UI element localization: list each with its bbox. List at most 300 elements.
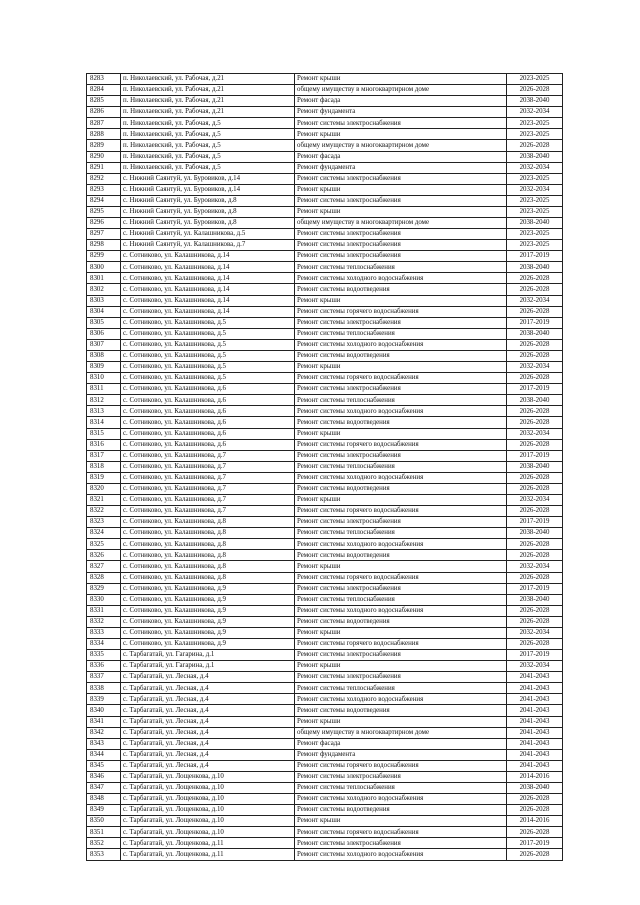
table-row (87, 816, 563, 827)
address-cell: с. Тарбагатай, ул. Лесная, д.4 (121, 694, 295, 705)
address-cell: с. Сотниково, ул. Калашникова, д.9 (121, 594, 295, 605)
period-cell: 2032-2034 (507, 561, 563, 572)
address-cell: с. Сотниково, ул. Калашникова, д.5 (121, 350, 295, 361)
row-number: 8289 (87, 140, 121, 151)
table-row (87, 173, 563, 184)
row-number: 8344 (87, 749, 121, 760)
row-number: 8308 (87, 350, 121, 361)
table-row (87, 251, 563, 262)
table-row (87, 783, 563, 794)
address-cell: с. Тарбагатай, ул. Лесная, д.4 (121, 683, 295, 694)
table-row (87, 206, 563, 217)
row-number: 8307 (87, 339, 121, 350)
work-type-cell: общему имуществу в многоквартирном доме (295, 727, 507, 738)
address-cell: с. Тарбагатай, ул. Лощенкова, д.10 (121, 794, 295, 805)
period-cell: 2026-2028 (507, 805, 563, 816)
period-cell: 2026-2028 (507, 472, 563, 483)
work-type-cell: Ремонт крыши (295, 716, 507, 727)
work-type-cell: Ремонт системы водоотведения (295, 284, 507, 295)
address-cell: п. Николаевский, ул. Рабочая, д.21 (121, 107, 295, 118)
row-number: 8335 (87, 650, 121, 661)
period-cell: 2041-2043 (507, 716, 563, 727)
table-row (87, 218, 563, 229)
row-number: 8347 (87, 783, 121, 794)
work-type-cell: Ремонт системы горячего водоснабжения (295, 506, 507, 517)
work-type-cell: Ремонт фундамента (295, 162, 507, 173)
address-cell: с. Сотниково, ул. Калашникова, д.6 (121, 395, 295, 406)
work-type-cell: Ремонт системы холодного водоснабжения (295, 273, 507, 284)
row-number: 8326 (87, 550, 121, 561)
table-row (87, 627, 563, 638)
period-cell: 2014-2016 (507, 771, 563, 782)
address-cell: п. Николаевский, ул. Рабочая, д.21 (121, 96, 295, 107)
table-row (87, 306, 563, 317)
address-cell: с. Сотниково, ул. Калашникова, д.7 (121, 506, 295, 517)
row-number: 8342 (87, 727, 121, 738)
row-number: 8312 (87, 395, 121, 406)
work-type-cell: Ремонт системы водоотведения (295, 616, 507, 627)
work-type-cell: Ремонт системы электроснабжения (295, 229, 507, 240)
period-cell: 2026-2028 (507, 616, 563, 627)
work-type-cell: Ремонт системы горячего водоснабжения (295, 439, 507, 450)
row-number: 8350 (87, 816, 121, 827)
period-cell: 2014-2016 (507, 816, 563, 827)
work-type-cell: Ремонт системы электроснабжения (295, 672, 507, 683)
table-row (87, 650, 563, 661)
table-row (87, 794, 563, 805)
table-row (87, 583, 563, 594)
row-number: 8295 (87, 206, 121, 217)
table-row (87, 506, 563, 517)
address-cell: с. Тарбагатай, ул. Лесная, д.4 (121, 738, 295, 749)
row-number: 8287 (87, 118, 121, 129)
address-cell: с. Сотниково, ул. Калашникова, д.9 (121, 583, 295, 594)
period-cell: 2041-2043 (507, 672, 563, 683)
table-row (87, 517, 563, 528)
period-cell: 2026-2028 (507, 550, 563, 561)
period-cell: 2023-2025 (507, 74, 563, 85)
work-type-cell: Ремонт системы горячего водоснабжения (295, 760, 507, 771)
address-cell: с. Сотниково, ул. Калашникова, д.14 (121, 295, 295, 306)
table-row (87, 295, 563, 306)
row-number: 8303 (87, 295, 121, 306)
period-cell: 2026-2028 (507, 273, 563, 284)
address-cell: с. Сотниково, ул. Калашникова, д.6 (121, 384, 295, 395)
period-cell: 2041-2043 (507, 760, 563, 771)
table-row (87, 328, 563, 339)
row-number: 8316 (87, 439, 121, 450)
period-cell: 2026-2028 (507, 605, 563, 616)
work-type-cell: Ремонт системы теплоснабжения (295, 461, 507, 472)
period-cell: 2038-2040 (507, 461, 563, 472)
period-cell: 2032-2034 (507, 295, 563, 306)
work-type-cell: Ремонт системы электроснабжения (295, 173, 507, 184)
address-cell: с. Сотниково, ул. Калашникова, д.5 (121, 362, 295, 373)
period-cell: 2023-2025 (507, 240, 563, 251)
address-cell: с. Сотниково, ул. Калашникова, д.9 (121, 605, 295, 616)
period-cell: 2026-2028 (507, 417, 563, 428)
address-cell: с. Тарбагатай, ул. Лощенкова, д.11 (121, 849, 295, 860)
repair-schedule-table (86, 73, 563, 861)
period-cell: 2038-2040 (507, 96, 563, 107)
address-cell: с. Тарбагатай, ул. Лощенкова, д.10 (121, 805, 295, 816)
table-row (87, 74, 563, 85)
row-number: 8318 (87, 461, 121, 472)
work-type-cell: Ремонт системы горячего водоснабжения (295, 306, 507, 317)
work-type-cell: Ремонт системы электроснабжения (295, 118, 507, 129)
table-row (87, 550, 563, 561)
row-number: 8332 (87, 616, 121, 627)
period-cell: 2032-2034 (507, 362, 563, 373)
work-type-cell: Ремонт системы теплоснабжения (295, 528, 507, 539)
address-cell: с. Сотниково, ул. Калашникова, д.8 (121, 550, 295, 561)
table-row (87, 572, 563, 583)
address-cell: с. Сотниково, ул. Калашникова, д.8 (121, 528, 295, 539)
work-type-cell: Ремонт системы теплоснабжения (295, 594, 507, 605)
row-number: 8311 (87, 384, 121, 395)
table-row (87, 805, 563, 816)
work-type-cell: Ремонт крыши (295, 295, 507, 306)
row-number: 8348 (87, 794, 121, 805)
table-row (87, 406, 563, 417)
address-cell: п. Николаевский, ул. Рабочая, д.5 (121, 162, 295, 173)
address-cell: с. Сотниково, ул. Калашникова, д.7 (121, 450, 295, 461)
table-row (87, 384, 563, 395)
row-number: 8319 (87, 472, 121, 483)
address-cell: с. Сотниково, ул. Калашникова, д.5 (121, 373, 295, 384)
address-cell: с. Сотниково, ул. Калашникова, д.7 (121, 483, 295, 494)
table-row (87, 561, 563, 572)
row-number: 8294 (87, 195, 121, 206)
table-row (87, 162, 563, 173)
address-cell: с. Нижний Саянтуй, ул. Калашникова, д.7 (121, 240, 295, 251)
address-cell: с. Сотниково, ул. Калашникова, д.14 (121, 262, 295, 273)
row-number: 8346 (87, 771, 121, 782)
row-number: 8298 (87, 240, 121, 251)
period-cell: 2038-2040 (507, 783, 563, 794)
address-cell: с. Тарбагатай, ул. Лощенкова, д.10 (121, 771, 295, 782)
row-number: 8317 (87, 450, 121, 461)
period-cell: 2032-2034 (507, 661, 563, 672)
table-row (87, 705, 563, 716)
address-cell: с. Нижний Саянтуй, ул. Буровиков, д.14 (121, 184, 295, 195)
address-cell: с. Сотниково, ул. Калашникова, д.8 (121, 539, 295, 550)
work-type-cell: Ремонт системы холодного водоснабжения (295, 694, 507, 705)
table-body (87, 74, 563, 861)
period-cell: 2041-2043 (507, 749, 563, 760)
address-cell: с. Тарбагатай, ул. Гагарина, д.1 (121, 650, 295, 661)
address-cell: с. Нижний Саянтуй, ул. Буровиков, д.14 (121, 173, 295, 184)
table-row (87, 262, 563, 273)
row-number: 8313 (87, 406, 121, 417)
period-cell: 2041-2043 (507, 694, 563, 705)
row-number: 8341 (87, 716, 121, 727)
table-row (87, 118, 563, 129)
address-cell: с. Сотниково, ул. Калашникова, д.9 (121, 616, 295, 627)
address-cell: с. Сотниково, ул. Калашникова, д.6 (121, 439, 295, 450)
work-type-cell: Ремонт крыши (295, 74, 507, 85)
period-cell: 2026-2028 (507, 506, 563, 517)
row-number: 8314 (87, 417, 121, 428)
table-row (87, 749, 563, 760)
work-type-cell: Ремонт крыши (295, 129, 507, 140)
period-cell: 2023-2025 (507, 129, 563, 140)
row-number: 8293 (87, 184, 121, 195)
address-cell: с. Сотниково, ул. Калашникова, д.14 (121, 273, 295, 284)
work-type-cell: Ремонт системы водоотведения (295, 483, 507, 494)
table-row (87, 672, 563, 683)
work-type-cell: Ремонт системы горячего водоснабжения (295, 638, 507, 649)
period-cell: 2026-2028 (507, 339, 563, 350)
row-number: 8310 (87, 373, 121, 384)
period-cell: 2017-2019 (507, 384, 563, 395)
work-type-cell: Ремонт фасада (295, 738, 507, 749)
table-row (87, 661, 563, 672)
work-type-cell: Ремонт крыши (295, 206, 507, 217)
work-type-cell: Ремонт системы электроснабжения (295, 771, 507, 782)
table-row (87, 439, 563, 450)
period-cell: 2032-2034 (507, 627, 563, 638)
address-cell: с. Тарбагатай, ул. Лесная, д.4 (121, 672, 295, 683)
address-cell: с. Тарбагатай, ул. Гагарина, д.1 (121, 661, 295, 672)
work-type-cell: общему имуществу в многоквартирном доме (295, 85, 507, 96)
table-row (87, 450, 563, 461)
work-type-cell: Ремонт крыши (295, 661, 507, 672)
address-cell: п. Николаевский, ул. Рабочая, д.5 (121, 118, 295, 129)
work-type-cell: Ремонт фундамента (295, 107, 507, 118)
period-cell: 2041-2043 (507, 727, 563, 738)
row-number: 8323 (87, 517, 121, 528)
address-cell: с. Сотниково, ул. Калашникова, д.6 (121, 417, 295, 428)
work-type-cell: Ремонт системы теплоснабжения (295, 783, 507, 794)
row-number: 8352 (87, 838, 121, 849)
row-number: 8297 (87, 229, 121, 240)
work-type-cell: Ремонт системы электроснабжения (295, 251, 507, 262)
table-row (87, 284, 563, 295)
period-cell: 2038-2040 (507, 262, 563, 273)
address-cell: п. Николаевский, ул. Рабочая, д.21 (121, 85, 295, 96)
period-cell: 2026-2028 (507, 373, 563, 384)
address-cell: с. Сотниково, ул. Калашникова, д.14 (121, 251, 295, 262)
row-number: 8304 (87, 306, 121, 317)
address-cell: с. Сотниково, ул. Калашникова, д.9 (121, 638, 295, 649)
table-row (87, 605, 563, 616)
table-row (87, 461, 563, 472)
address-cell: с. Тарбагатай, ул. Лощенкова, д.10 (121, 827, 295, 838)
row-number: 8315 (87, 428, 121, 439)
row-number: 8336 (87, 661, 121, 672)
work-type-cell: Ремонт фундамента (295, 749, 507, 760)
row-number: 8330 (87, 594, 121, 605)
work-type-cell: Ремонт системы электроснабжения (295, 650, 507, 661)
period-cell: 2041-2043 (507, 705, 563, 716)
address-cell: с. Сотниково, ул. Калашникова, д.8 (121, 561, 295, 572)
work-type-cell: Ремонт системы электроснабжения (295, 450, 507, 461)
work-type-cell: Ремонт системы холодного водоснабжения (295, 849, 507, 860)
work-type-cell: Ремонт системы водоотведения (295, 550, 507, 561)
table-row (87, 107, 563, 118)
row-number: 8343 (87, 738, 121, 749)
row-number: 8329 (87, 583, 121, 594)
work-type-cell: Ремонт системы теплоснабжения (295, 328, 507, 339)
address-cell: с. Тарбагатай, ул. Лощенкова, д.11 (121, 838, 295, 849)
table-row (87, 140, 563, 151)
table-row (87, 184, 563, 195)
table-row (87, 240, 563, 251)
table-row (87, 727, 563, 738)
row-number: 8345 (87, 760, 121, 771)
address-cell: п. Николаевский, ул. Рабочая, д.5 (121, 151, 295, 162)
work-type-cell: Ремонт системы холодного водоснабжения (295, 605, 507, 616)
period-cell: 2026-2028 (507, 849, 563, 860)
work-type-cell: Ремонт системы электроснабжения (295, 517, 507, 528)
table-row (87, 395, 563, 406)
row-number: 8320 (87, 483, 121, 494)
period-cell: 2026-2028 (507, 827, 563, 838)
period-cell: 2032-2034 (507, 162, 563, 173)
period-cell: 2032-2034 (507, 184, 563, 195)
row-number: 8309 (87, 362, 121, 373)
period-cell: 2017-2019 (507, 583, 563, 594)
period-cell: 2026-2028 (507, 284, 563, 295)
row-number: 8290 (87, 151, 121, 162)
address-cell: с. Сотниково, ул. Калашникова, д.14 (121, 284, 295, 295)
address-cell: с. Тарбагатай, ул. Лесная, д.4 (121, 705, 295, 716)
table-row (87, 373, 563, 384)
work-type-cell: общему имуществу в многоквартирном доме (295, 218, 507, 229)
table-row (87, 849, 563, 860)
work-type-cell: Ремонт системы холодного водоснабжения (295, 339, 507, 350)
row-number: 8333 (87, 627, 121, 638)
period-cell: 2017-2019 (507, 838, 563, 849)
address-cell: с. Тарбагатай, ул. Лесная, д.4 (121, 760, 295, 771)
period-cell: 2038-2040 (507, 395, 563, 406)
row-number: 8305 (87, 317, 121, 328)
row-number: 8340 (87, 705, 121, 716)
period-cell: 2017-2019 (507, 450, 563, 461)
row-number: 8300 (87, 262, 121, 273)
period-cell: 2026-2028 (507, 406, 563, 417)
work-type-cell: Ремонт системы горячего водоснабжения (295, 827, 507, 838)
period-cell: 2032-2034 (507, 494, 563, 505)
table-row (87, 229, 563, 240)
work-type-cell: Ремонт системы водоотведения (295, 417, 507, 428)
work-type-cell: Ремонт системы теплоснабжения (295, 683, 507, 694)
address-cell: с. Сотниково, ул. Калашникова, д.7 (121, 494, 295, 505)
table-row (87, 616, 563, 627)
row-number: 8321 (87, 494, 121, 505)
work-type-cell: Ремонт системы электроснабжения (295, 195, 507, 206)
period-cell: 2026-2028 (507, 85, 563, 96)
period-cell: 2017-2019 (507, 650, 563, 661)
table-row (87, 738, 563, 749)
table-row (87, 96, 563, 107)
row-number: 8286 (87, 107, 121, 118)
work-type-cell: Ремонт крыши (295, 362, 507, 373)
row-number: 8353 (87, 849, 121, 860)
period-cell: 2038-2040 (507, 528, 563, 539)
row-number: 8302 (87, 284, 121, 295)
row-number: 8351 (87, 827, 121, 838)
address-cell: с. Сотниково, ул. Калашникова, д.7 (121, 461, 295, 472)
work-type-cell: Ремонт крыши (295, 494, 507, 505)
period-cell: 2038-2040 (507, 328, 563, 339)
period-cell: 2026-2028 (507, 306, 563, 317)
work-type-cell: Ремонт системы электроснабжения (295, 583, 507, 594)
period-cell: 2026-2028 (507, 794, 563, 805)
table-row (87, 694, 563, 705)
row-number: 8334 (87, 638, 121, 649)
period-cell: 2038-2040 (507, 218, 563, 229)
period-cell: 2038-2040 (507, 151, 563, 162)
address-cell: с. Сотниково, ул. Калашникова, д.5 (121, 328, 295, 339)
table-row (87, 638, 563, 649)
row-number: 8325 (87, 539, 121, 550)
table-row (87, 472, 563, 483)
table-row (87, 594, 563, 605)
address-cell: с. Сотниково, ул. Калашникова, д.8 (121, 517, 295, 528)
address-cell: с. Нижний Саянтуй, ул. Калашникова, д.5 (121, 229, 295, 240)
work-type-cell: Ремонт системы холодного водоснабжения (295, 794, 507, 805)
period-cell: 2038-2040 (507, 594, 563, 605)
period-cell: 2017-2019 (507, 517, 563, 528)
period-cell: 2026-2028 (507, 638, 563, 649)
table-row (87, 85, 563, 96)
work-type-cell: Ремонт системы водоотведения (295, 705, 507, 716)
address-cell: с. Сотниково, ул. Калашникова, д.6 (121, 406, 295, 417)
address-cell: с. Сотниково, ул. Калашникова, д.5 (121, 317, 295, 328)
work-type-cell: Ремонт фасада (295, 96, 507, 107)
row-number: 8331 (87, 605, 121, 616)
table-row (87, 483, 563, 494)
row-number: 8301 (87, 273, 121, 284)
row-number: 8284 (87, 85, 121, 96)
work-type-cell: Ремонт фасада (295, 151, 507, 162)
address-cell: с. Нижний Саянтуй, ул. Буровиков, д.8 (121, 218, 295, 229)
address-cell: с. Сотниково, ул. Калашникова, д.8 (121, 572, 295, 583)
table-row (87, 195, 563, 206)
work-type-cell: Ремонт системы теплоснабжения (295, 262, 507, 273)
address-cell: с. Нижний Саянтуй, ул. Буровиков, д.8 (121, 195, 295, 206)
table-row (87, 417, 563, 428)
table-row (87, 716, 563, 727)
row-number: 8328 (87, 572, 121, 583)
work-type-cell: Ремонт крыши (295, 184, 507, 195)
row-number: 8288 (87, 129, 121, 140)
table-row (87, 350, 563, 361)
work-type-cell: Ремонт крыши (295, 561, 507, 572)
period-cell: 2032-2034 (507, 428, 563, 439)
row-number: 8327 (87, 561, 121, 572)
row-number: 8324 (87, 528, 121, 539)
address-cell: с. Сотниково, ул. Калашникова, д.5 (121, 339, 295, 350)
period-cell: 2026-2028 (507, 140, 563, 151)
table-row (87, 539, 563, 550)
work-type-cell: общему имуществу в многоквартирном доме (295, 140, 507, 151)
row-number: 8306 (87, 328, 121, 339)
period-cell: 2023-2025 (507, 229, 563, 240)
row-number: 8283 (87, 74, 121, 85)
period-cell: 2023-2025 (507, 206, 563, 217)
work-type-cell: Ремонт системы электроснабжения (295, 317, 507, 328)
period-cell: 2026-2028 (507, 350, 563, 361)
period-cell: 2017-2019 (507, 251, 563, 262)
row-number: 8339 (87, 694, 121, 705)
address-cell: с. Сотниково, ул. Калашникова, д.7 (121, 472, 295, 483)
address-cell: с. Сотниково, ул. Калашникова, д.6 (121, 428, 295, 439)
address-cell: с. Тарбагатай, ул. Лесная, д.4 (121, 749, 295, 760)
row-number: 8338 (87, 683, 121, 694)
